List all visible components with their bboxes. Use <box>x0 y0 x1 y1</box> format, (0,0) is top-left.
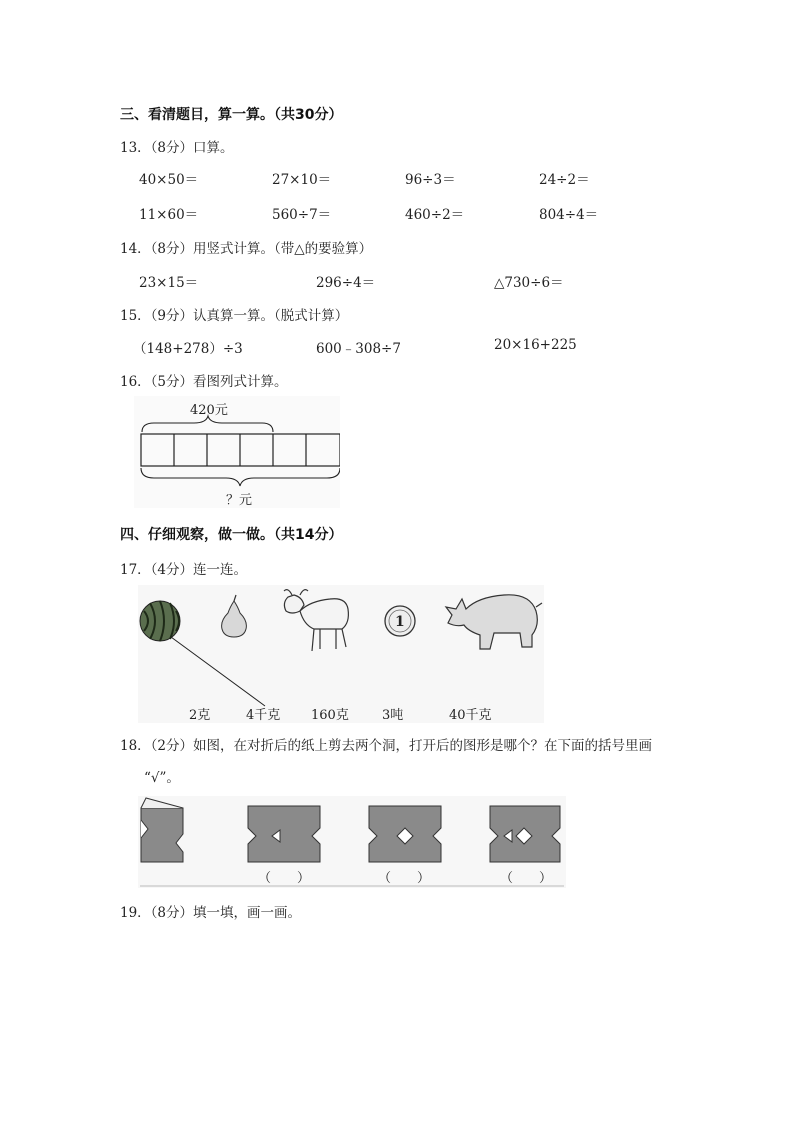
watermelon-icon <box>140 601 180 641</box>
q13-stem: 13．（8分）口算。 <box>120 140 234 156</box>
q13-expr: 460÷2＝ <box>405 207 465 223</box>
q15-expr: （148+278）÷3 <box>133 341 243 357</box>
q13-expr: 24÷2＝ <box>539 172 590 188</box>
q14-expr: 23×15＝ <box>139 275 199 291</box>
section-3-title: 三、看清题目，算一算。（共30分） <box>120 107 343 123</box>
q13-expr: 27×10＝ <box>272 172 332 188</box>
matching-figure <box>138 585 544 723</box>
weight-label: 3吨 <box>382 708 404 723</box>
section-4-title: 四、仔细观察，做一做。（共14分） <box>120 527 343 543</box>
answer-bracket[interactable]: （ ） <box>500 871 553 886</box>
weight-label: 40千克 <box>449 708 492 723</box>
coin-digit: 1 <box>395 614 405 630</box>
weight-label: 2克 <box>189 708 211 723</box>
q18-stem-continued: “√”。 <box>144 770 180 786</box>
q13-expr: 40×50＝ <box>139 172 199 188</box>
q13-expr: 96÷3＝ <box>405 172 456 188</box>
q15-stem: 15．（9分）认真算一算。（脱式计算） <box>120 308 349 324</box>
q19-stem: 19．（8分）填一填，画一画。 <box>120 905 302 921</box>
q15-expr: 600﹣308÷7 <box>316 341 401 357</box>
folded-paper-icon <box>141 798 183 862</box>
q15-expr: 20×16+225 <box>494 337 577 353</box>
q16-stem: 16．（5分）看图列式计算。 <box>120 374 288 390</box>
q13-expr: 560÷7＝ <box>272 207 332 223</box>
option-b-shape <box>369 806 441 862</box>
q17-stem: 17．（4分）连一连。 <box>120 562 248 578</box>
q14-expr: 296÷4＝ <box>316 275 376 291</box>
answer-bracket[interactable]: （ ） <box>378 871 431 886</box>
q13-expr: 11×60＝ <box>139 207 199 223</box>
q18-stem: 18．（2分）如图，在对折后的纸上剪去两个洞，打开后的图形是哪个？在下面的括号里画 <box>120 738 653 754</box>
option-c-shape <box>490 806 560 862</box>
q14-expr: △730÷6＝ <box>494 275 564 291</box>
bottom-unknown-label: ？元 <box>226 493 253 508</box>
answer-bracket[interactable]: （ ） <box>258 871 311 886</box>
top-total-label: 420元 <box>190 403 228 418</box>
coin-icon <box>385 606 415 636</box>
q14-stem: 14．（8分）用竖式计算。（带△的要验算） <box>120 241 373 257</box>
weight-label: 4千克 <box>246 708 281 723</box>
line-segment-diagram <box>134 396 340 508</box>
q13-expr: 804÷4＝ <box>539 207 599 223</box>
weight-label: 160克 <box>311 708 349 723</box>
folding-figure <box>138 796 566 888</box>
option-a-shape <box>248 806 320 862</box>
